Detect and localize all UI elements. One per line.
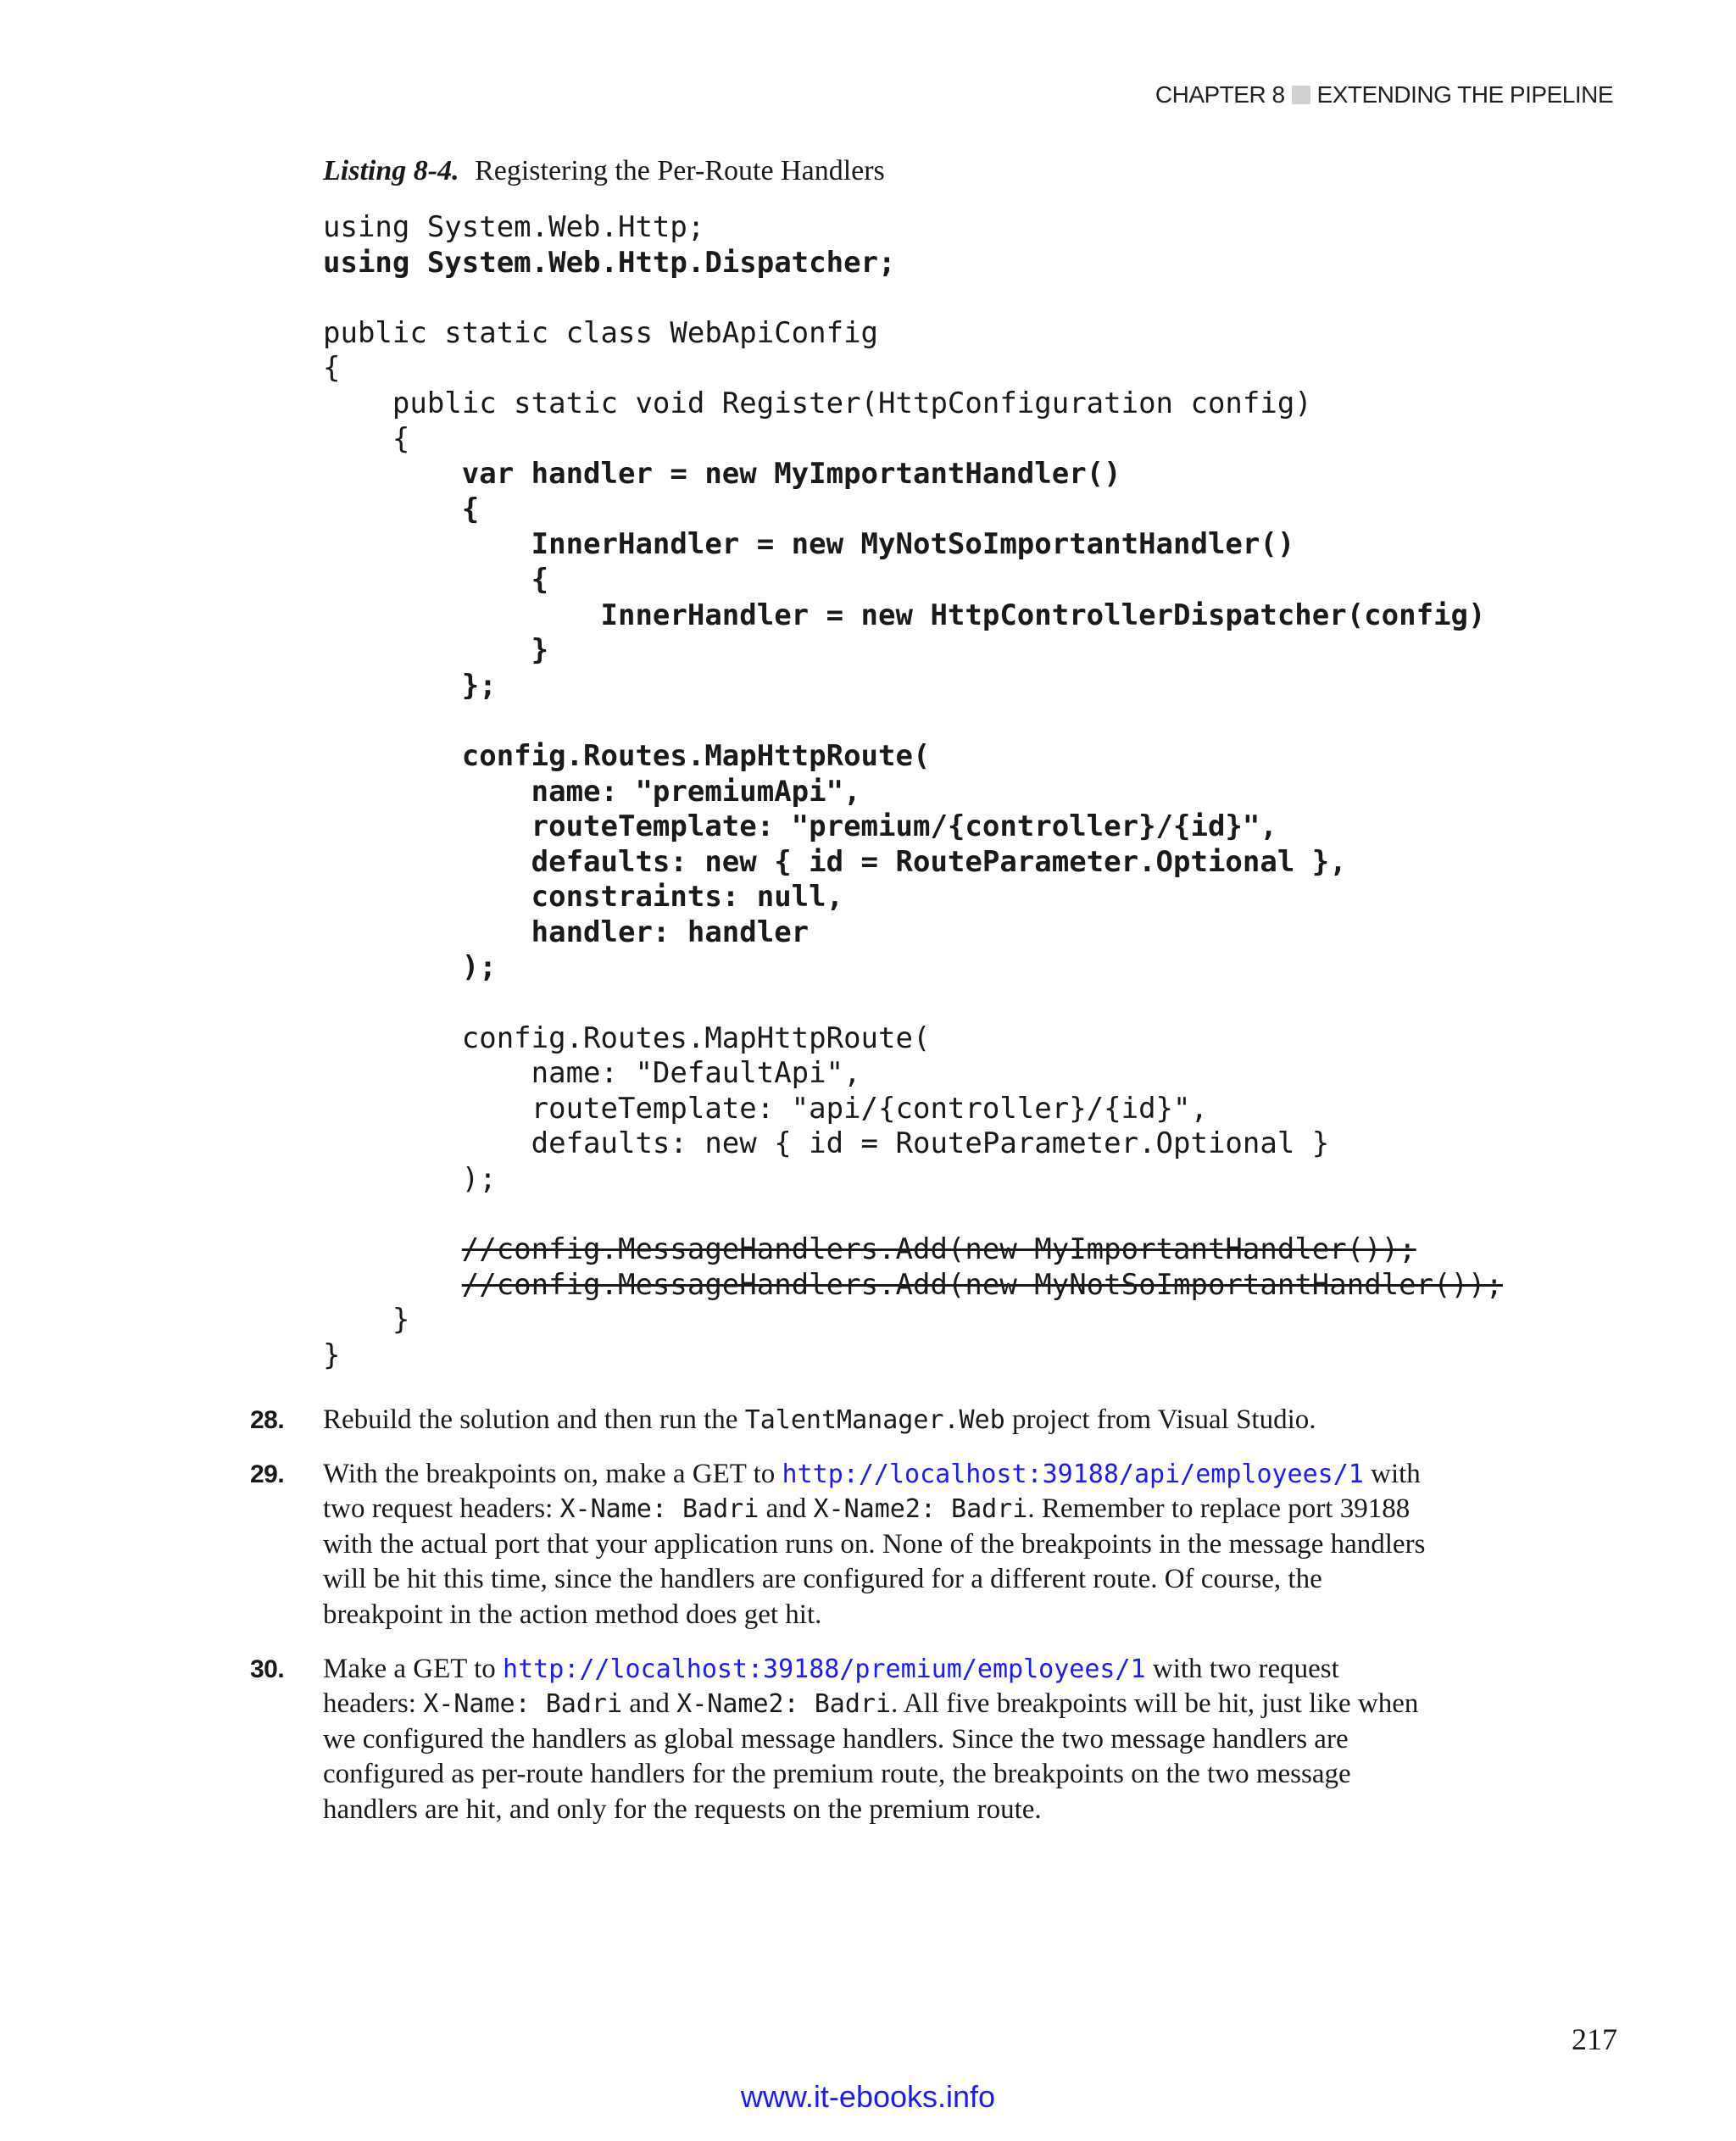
code-line: config.Routes.MapHttpRoute( (323, 738, 931, 773)
code-line: //config.MessageHandlers.Add(new MyNotSoImportantHandler()); (461, 1267, 1503, 1302)
code-line (323, 986, 1503, 1021)
list-item (250, 1652, 1437, 1828)
code-line: using System.Web.Http.Dispatcher; (323, 245, 896, 280)
inline-code: X-Name2: Badri (813, 1494, 1028, 1525)
code-line: InnerHandler = new MyNotSoImportantHandler() (323, 527, 1295, 562)
code-line (323, 703, 1503, 739)
code-listing (323, 210, 1503, 1374)
code-line: { (323, 492, 480, 526)
code-line: ); (323, 950, 497, 985)
step-text-run: with two request headers: (323, 1458, 1421, 1525)
step-text-run: . Remember to replace port 39188 with the actual port that your application runs on. None of the breakpoints in the message handlers will be hit this time, since the handlers are configured for a different route. Of course, the breakpoint in the action method does get hit. (323, 1493, 1426, 1630)
code-line: routeTemplate: "premium/{controller}/{id}", (323, 809, 1277, 844)
step-text-run: and (622, 1688, 677, 1720)
listing-number: Listing 8-4. (323, 155, 459, 186)
running-header (1155, 81, 1613, 108)
step-text-run: with two request headers: (323, 1653, 1339, 1720)
code-line: using System.Web.Http; (323, 210, 705, 244)
listing-caption (323, 155, 885, 187)
step-text-run: and (759, 1493, 814, 1525)
code-line: ); (323, 1162, 497, 1197)
code-line: }; (323, 668, 497, 703)
code-line: } (323, 1303, 410, 1337)
step-text (323, 1652, 1433, 1828)
step-text (323, 1457, 1433, 1633)
code-line: name: "DefaultApi", (323, 1056, 861, 1091)
code-line: } (323, 1338, 341, 1372)
step-text-run: project from Visual Studio. (1004, 1404, 1316, 1435)
step-number: 28. (250, 1406, 285, 1434)
step-text-run: . All five breakpoints will be hit, just like when we configured the handlers as global message handlers. Since the two message handlers are configured as per-route handlers for the premium route, the breakpoints on the two message handlers are hit, and only for the requests on the premium route. (323, 1688, 1419, 1825)
step-text (323, 1403, 1433, 1438)
code-line: defaults: new { id = RouteParameter.Optional }, (323, 844, 1347, 879)
step-list (250, 1403, 1437, 1847)
step-text-run: Make a GET to (323, 1653, 504, 1684)
code-line: //config.MessageHandlers.Add(new MyImportantHandler()); (461, 1232, 1416, 1267)
code-line: config.Routes.MapHttpRoute( (323, 1020, 931, 1055)
code-line (323, 1198, 1503, 1233)
step-number: 29. (250, 1460, 285, 1488)
code-line: name: "premiumApi", (323, 774, 861, 809)
code-line: } (323, 633, 549, 668)
code-line: defaults: new { id = RouteParameter.Optional } (323, 1126, 1330, 1161)
code-line: handler: handler (323, 915, 810, 949)
chapter-label: CHAPTER 8 (1155, 81, 1285, 108)
header-separator (1292, 86, 1310, 104)
list-item (250, 1457, 1437, 1633)
code-line: { (323, 351, 341, 386)
code-line: routeTemplate: "api/{controller}/{id}", (323, 1091, 1208, 1126)
code-line: var handler = new MyImportantHandler() (323, 457, 1121, 492)
url-link[interactable]: http://localhost:39188/premium/employees/1 (503, 1654, 1146, 1684)
code-line: InnerHandler = new HttpControllerDispatcher(config) (323, 598, 1486, 632)
inline-code: TalentManager.Web (744, 1405, 1005, 1435)
step-number: 30. (250, 1654, 285, 1683)
code-line: constraints: null, (323, 880, 844, 915)
code-line: public static class WebApiConfig (323, 315, 879, 350)
section-label: EXTENDING THE PIPELINE (1316, 81, 1613, 108)
code-line: { (323, 421, 410, 456)
inline-code: X-Name2: Badri (676, 1689, 892, 1720)
list-item (250, 1403, 1437, 1438)
inline-code: X-Name: Badri (423, 1689, 623, 1720)
page-number: 217 (1572, 2022, 1617, 2056)
url-link[interactable]: http://localhost:39188/api/employees/1 (782, 1459, 1364, 1489)
code-line: { (323, 562, 549, 597)
listing-title: Registering the Per-Route Handlers (475, 155, 885, 186)
step-text-run: Rebuild the solution and then run the (323, 1404, 745, 1435)
code-line: public static void Register(HttpConfiguration config) (323, 386, 1312, 420)
code-line (323, 281, 1503, 316)
inline-code: X-Name: Badri (559, 1494, 760, 1525)
step-text-run: With the breakpoints on, make a GET to (323, 1458, 782, 1489)
footer-link[interactable]: www.it-ebooks.info (740, 2079, 996, 2114)
